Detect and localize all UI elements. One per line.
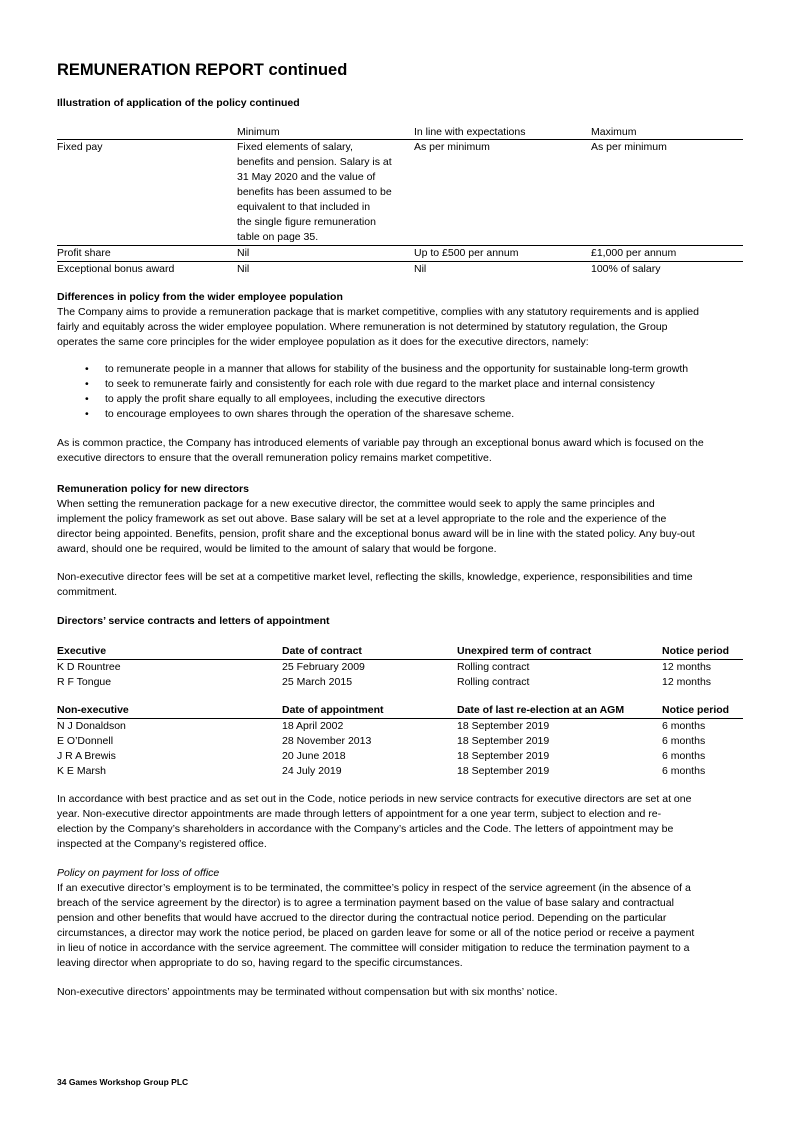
reelection-date: 18 September 2019 <box>457 750 550 762</box>
list-item-text: to seek to remunerate fairly and consistently for each role with due regard to the market place and internal consistency <box>105 378 655 390</box>
row-label: Profit share <box>57 247 111 259</box>
variable-pay-paragraph <box>57 436 743 466</box>
column-header: Date of contract <box>282 645 362 657</box>
director-name: K E Marsh <box>57 765 107 777</box>
list-item <box>57 362 743 377</box>
ned-termination-paragraph: Non-executive directors’ appointments may be terminated without compensation but with six months’ notice. <box>57 986 558 998</box>
table-row <box>57 764 743 779</box>
text-line: year. Non-executive director appointments are made through letters of appointment for a one year term, subject to election and re- <box>57 808 662 820</box>
text-line: director being appointed. Benefits, pension, profit share and the exceptional bonus award will be in line with the stated policy. Any buy-out <box>57 528 695 540</box>
cell-maximum: As per minimum <box>591 141 667 153</box>
column-header: Minimum <box>237 126 280 138</box>
illustration-header-row <box>57 125 743 139</box>
table-row-bonus <box>57 261 743 277</box>
text-line: table on page 35. <box>237 231 319 243</box>
cell-expectations: Nil <box>414 263 427 275</box>
column-header: Unexpired term of contract <box>457 645 592 657</box>
text-line: implement the policy framework as set out above. Base salary will be set at a level appropriate to the role and the experience of the <box>57 513 667 525</box>
loss-of-office-paragraph <box>57 881 743 971</box>
list-item <box>57 377 743 392</box>
text-line: Fixed elements of salary, <box>237 141 353 153</box>
text-line: award, should one be required, would be limited to the amount of salary that would be forgone. <box>57 543 497 555</box>
director-name: J R A Brewis <box>57 750 116 762</box>
director-name: K D Rountree <box>57 661 121 673</box>
table-header-row <box>57 644 743 660</box>
contract-date: 25 February 2009 <box>282 661 365 673</box>
ned-fees-paragraph <box>57 570 743 600</box>
notice-period: 6 months <box>662 735 706 747</box>
column-header: Maximum <box>591 126 637 138</box>
notice-period: 6 months <box>662 765 706 777</box>
reelection-date: 18 September 2019 <box>457 765 550 777</box>
text-line: the single figure remuneration <box>237 216 376 228</box>
notice-period: 12 months <box>662 676 712 688</box>
text-line: commitment. <box>57 586 118 598</box>
column-header: Notice period <box>662 704 730 716</box>
cell-expectations: As per minimum <box>414 141 490 153</box>
illustration-heading: Illustration of application of the policy continued <box>57 97 300 109</box>
nonexecutive-appointments-table <box>57 703 743 779</box>
director-name: E O’Donnell <box>57 735 114 747</box>
text-line: election by the Company’s shareholders in accordance with the Company’s articles and the Code. The letters of appointment may be <box>57 823 674 835</box>
principles-list <box>57 362 743 422</box>
text-line: leaving director when appropriate to do so, having regard to the specific circumstances. <box>57 957 463 969</box>
column-header: Date of appointment <box>282 704 384 716</box>
text-line: breach of the service agreement by the director) is to agree a termination payment based on the value of base salary and contractual <box>57 897 674 909</box>
column-header: Non-executive <box>57 704 129 716</box>
director-name: N J Donaldson <box>57 720 126 732</box>
table-row <box>57 719 743 734</box>
bullet-icon: • <box>85 393 89 405</box>
cell-minimum: Nil <box>237 263 250 275</box>
appointment-date: 18 April 2002 <box>282 720 344 732</box>
text-line: circumstances, a director may work the notice period, be placed on garden leave for some or all of the notice period or receive a payment <box>57 927 695 939</box>
appointment-date: 20 June 2018 <box>282 750 346 762</box>
contracts-heading: Directors’ service contracts and letters of appointment <box>57 615 330 627</box>
new-directors-paragraph <box>57 497 743 557</box>
text-line: equivalent to that included in <box>237 201 371 213</box>
text-line: benefits has been assumed to be <box>237 186 392 198</box>
notice-period: 12 months <box>662 661 712 673</box>
cell-maximum: 100% of salary <box>591 263 661 275</box>
cell-expectations: Up to £500 per annum <box>414 247 519 259</box>
row-label: Fixed pay <box>57 141 103 153</box>
table-row-profit-share <box>57 245 743 261</box>
list-item <box>57 407 743 422</box>
new-directors-heading: Remuneration policy for new directors <box>57 483 249 495</box>
table-row <box>57 734 743 749</box>
text-line: Non-executive director fees will be set at a competitive market level, reflecting the skills, knowledge, experience, responsibilities and time <box>57 571 693 583</box>
list-item-text: to apply the profit share equally to all employees, including the executive directors <box>105 393 485 405</box>
text-line: executive directors to ensure that the overall remuneration policy remains market competitive. <box>57 452 492 464</box>
column-header: Executive <box>57 645 107 657</box>
reelection-date: 18 September 2019 <box>457 735 550 747</box>
appointment-date: 28 November 2013 <box>282 735 372 747</box>
unexpired-term: Rolling contract <box>457 676 530 688</box>
table-row <box>57 675 743 690</box>
column-header: Date of last re-election at an AGM <box>457 704 625 716</box>
unexpired-term: Rolling contract <box>457 661 530 673</box>
fixed-pay-minimum <box>237 140 407 245</box>
notice-period: 6 months <box>662 720 706 732</box>
table-row-fixed-pay <box>57 139 743 245</box>
text-line: pension and other benefits that would have accrued to the director during the contractual notice period. Depending on the particular <box>57 912 667 924</box>
bullet-icon: • <box>85 408 89 420</box>
text-line: 31 May 2020 and the value of <box>237 171 376 183</box>
text-line: When setting the remuneration package for a new executive director, the committee would seek to apply the same principles and <box>57 498 655 510</box>
differences-heading: Differences in policy from the wider employee population <box>57 291 343 303</box>
list-item-text: to encourage employees to own shares through the operation of the sharesave scheme. <box>105 408 515 420</box>
table-row <box>57 749 743 764</box>
executive-contracts-table <box>57 644 743 690</box>
column-header: Notice period <box>662 645 730 657</box>
table-header-row <box>57 703 743 719</box>
illustration-table <box>57 125 743 277</box>
text-line: As is common practice, the Company has introduced elements of variable pay through an exceptional bonus award which is focused on the <box>57 437 704 449</box>
director-name: R F Tongue <box>57 676 112 688</box>
list-item-text: to remunerate people in a manner that allows for stability of the business and the opportunity for sustainable long-term growth <box>105 363 689 375</box>
table-row <box>57 660 743 675</box>
notice-paragraph <box>57 792 743 852</box>
text-line: fairly and equitably across the wider employee population. Where remuneration is not determined by statutory regulation, the Group <box>57 321 668 333</box>
page-title: REMUNERATION REPORT continued <box>57 61 348 79</box>
reelection-date: 18 September 2019 <box>457 720 550 732</box>
text-line: operates the same core principles for the wider employee population as it does for the executive directors, namely: <box>57 336 589 348</box>
text-line: inspected at the Company’s registered office. <box>57 838 267 850</box>
column-header: In line with expectations <box>414 126 526 138</box>
text-line: If an executive director’s employment is to be terminated, the committee’s policy in respect of the service agreement (in the absence of a <box>57 882 691 894</box>
text-line: In accordance with best practice and as set out in the Code, notice periods in new service contracts for executive directors are set at one <box>57 793 692 805</box>
cell-maximum: £1,000 per annum <box>591 247 677 259</box>
list-item <box>57 392 743 407</box>
row-label: Exceptional bonus award <box>57 263 175 275</box>
notice-period: 6 months <box>662 750 706 762</box>
contract-date: 25 March 2015 <box>282 676 353 688</box>
differences-paragraph <box>57 305 743 350</box>
text-line: in lieu of notice in accordance with the service agreement. The committee will consider mitigation to reduce the termination payment to a <box>57 942 690 954</box>
appointment-date: 24 July 2019 <box>282 765 342 777</box>
text-line: The Company aims to provide a remuneration package that is market competitive, complies with any statutory requirements and is applied <box>57 306 699 318</box>
bullet-icon: • <box>85 378 89 390</box>
loss-of-office-heading: Policy on payment for loss of office <box>57 867 220 879</box>
cell-minimum: Nil <box>237 247 250 259</box>
bullet-icon: • <box>85 363 89 375</box>
text-line: benefits and pension. Salary is at <box>237 156 392 168</box>
page-footer: 34 Games Workshop Group PLC <box>57 1077 189 1087</box>
